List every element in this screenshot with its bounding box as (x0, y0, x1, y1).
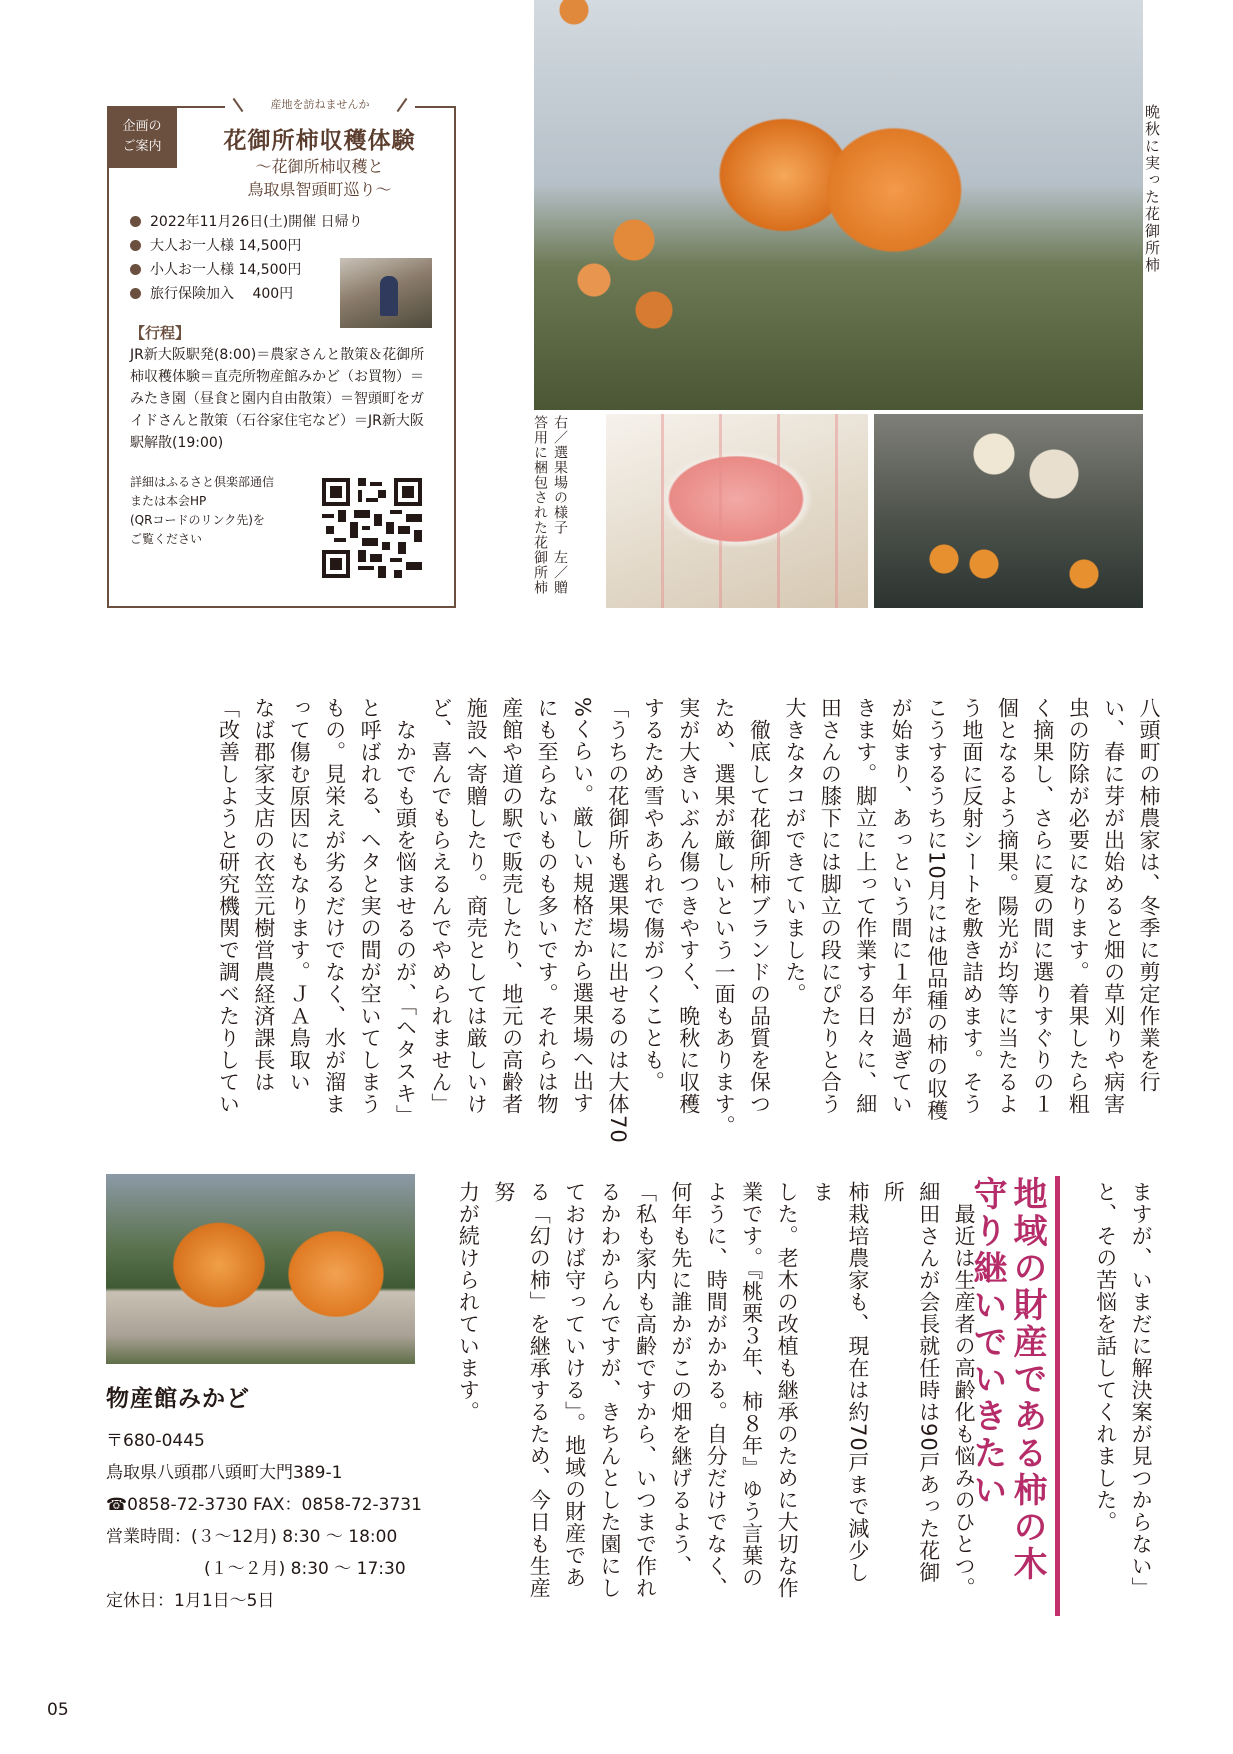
event-title: 花御所柿収穫体験 (223, 128, 416, 154)
page-number: 05 (47, 1700, 69, 1720)
event-info-child-price: 小人お一人様 14,500円 (130, 258, 360, 282)
store-closed-days: 定休日：1月1日～5日 (106, 1591, 275, 1611)
event-badge-line1: 企画の (122, 119, 162, 134)
store-name: 物産館みかど (106, 1386, 250, 1412)
main-photo-caption: 晩秋に実った花御所柿 (1143, 104, 1161, 274)
store-phone: ☎0858-72-3730 FAX：0858-72-3731 (106, 1495, 422, 1515)
article-body-1: 八頭町の柿農家は、冬季に剪定作業を行 い、春に芽が出始めると畑の草刈りや病害 虫の防除が必要になります。着果したら粗 く摘果し、さらに夏の間に選りすぐりの１ 個となるよう摘果。陽光が均等に当たるよ う地面に反射シートを敷き詰めます。そう こうするうちに10月には他品種の柿の収穫 が始まり、あっという間に１年が過ぎてい きます。脚立に上って作業する日々に、細 田さんの膝下には脚立の段にぴたりと合う 大きなタコができていました。 徹底して花御所柿ブランドの品質を保つ ため、選果が厳しいという一面もあります。 実が大きいぶん傷つきやすく、晩秋に収穫 するため雪やあられで傷がつくことも。 「うちの花御所も選果場に出せるのは大体70 %くらい。厳しい規格だから選果場へ出す にも至らないものも多いです。それらは物 産館や道の駅で販売したり、地元の高齢者 施設へ寄贈したり。商売としては厳しいけ ど、喜んでもらえるんでやめられません」 なかでも頭を悩ませるのが、「ヘタスキ」 と呼ばれる、ヘタと実の間が空いてしまう もの。見栄えが劣るだけでなく、水が溜ま って傷む原因にもなります。ＪＡ鳥取い なば郡家支店の衣笠元樹営農経済課長は 「改善しようと研究機関で調べたりしてい (216, 697, 1161, 1144)
event-badge-line2: ご案内 (122, 139, 162, 154)
event-info-insurance: 旅行保険加入 400円 (130, 282, 360, 306)
persimmon-tree-photo (534, 0, 1143, 410)
event-subtitle-line1: ～花御所柿収穫と (255, 157, 384, 176)
store-info (106, 1425, 422, 1617)
event-info-adult-price: 大人お一人様 14,500円 (130, 234, 360, 258)
event-info-date: 2022年11月26日(土)開催 日帰り (130, 210, 360, 234)
article-body-2: ますが、いまだに解決案が見つからない」 と、その苦悩を話してくれました。 最近は生産者の高齢化も悩みのひとつ。 細田さんが会長就任時は90戸あった花御所 柿栽培農家も、現在は約70戸まで減少しま した。老木の改植も継承のために大切な作 業です。『桃栗３年、柿８年』ゆう言葉の ように、時間がかかる。自分だけでなく、 何年も先に誰かがこの畑を継げるよう、 「私も家内も高齢ですから、いつまで作れ るかわからんですが、きちんとした園にし ておけば守っていける」。地域の財産であ る「幻の柿」を継承するため、今日も生産努 力が続けられています。 (456, 1181, 1154, 1599)
event-harvest-photo (340, 258, 432, 328)
event-info-list (130, 210, 363, 306)
event-subtitle-line2: 鳥取県智頭町巡り～ (247, 180, 392, 199)
event-details-text: 詳細はふるさと倶楽部通信 または本会HP (QRコードのリンク先)を ご覧ください (130, 475, 275, 546)
small-photos-caption: 右／選果場の様子 左／贈答用に梱包された花御所柿 (532, 415, 568, 595)
event-badge (107, 106, 177, 168)
qr-code-icon[interactable] (322, 478, 422, 578)
store-address: 鳥取県八頭郡八頭町大門389-1 (106, 1463, 343, 1483)
itinerary-heading: 【行程】 (130, 324, 191, 342)
store-hours-1: 営業時間：(３～12月) 8:30 ～ 18:00 (106, 1527, 398, 1547)
store-hours-2: (１～２月) 8:30 ～ 17:30 (204, 1559, 406, 1579)
store-postal: 〒680-0445 (106, 1431, 205, 1451)
gift-box-photo (606, 414, 868, 608)
store-photo (106, 1174, 415, 1364)
itinerary-body: JR新大阪駅発(8:00)＝農家さんと散策＆花御所柿収穫体験＝直売所物産館みかど（お買物）＝みたき園（昼食と園内自由散策）＝智頭町をガイドさんと散策（石谷家住宅など）＝JR新大阪駅解散(19:00) (130, 347, 425, 451)
article-subheading: 地域の財産である柿の木 守り継いでいきたい (967, 1176, 1047, 1583)
event-eyebrow: 産地を訪ねませんか (225, 92, 415, 118)
sorting-facility-photo (874, 414, 1143, 608)
